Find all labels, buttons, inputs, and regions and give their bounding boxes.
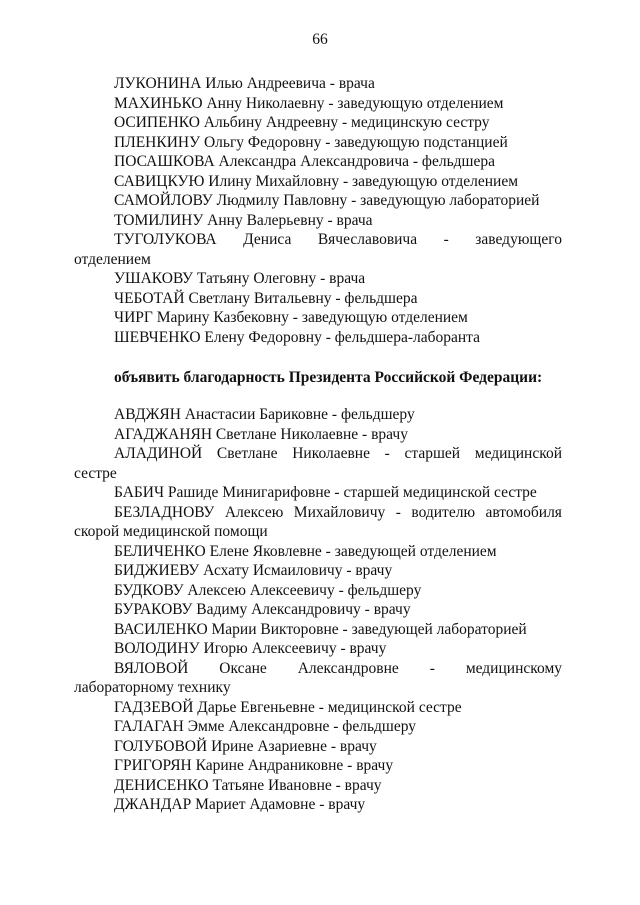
list-item-word: заведующего — [475, 231, 562, 248]
list-item — [74, 230, 562, 269]
list-item — [74, 172, 562, 192]
list-item-word: Дениса — [243, 231, 292, 248]
list-item-line — [74, 503, 562, 523]
list-item — [74, 659, 562, 698]
list-item-line: БАБИЧ Рашиде Минигарифовне - старшей медицинской сестре — [114, 484, 537, 501]
list-item-word: - — [384, 445, 390, 462]
list-item-line: ПОСАШКОВА Александра Александровича - фельдшера — [114, 153, 495, 170]
list-item — [74, 698, 562, 718]
list-item — [74, 561, 562, 581]
list-item-word: ТУГОЛУКОВА — [114, 231, 217, 248]
list-item-line: ЧЕБОТАЙ Светлану Витальевну - фельдшера — [114, 289, 418, 307]
list-item-line: ЛУКОНИНА Илью Андреевича - врача — [114, 75, 375, 92]
list-item-line: ПЛЕНКИНУ Ольгу Федоровну - заведующую подстанцией — [114, 133, 508, 151]
list-item-line: САМОЙЛОВУ Людмилу Павловну - заведующую лабораторией — [114, 192, 540, 209]
list-item-line — [74, 444, 562, 464]
list-item — [74, 717, 562, 737]
list-item-word: ВЯЛОВОЙ — [114, 659, 189, 677]
list-item-word: АЛАДИНОЙ — [114, 445, 203, 462]
list-item-word: автомобиля — [485, 503, 562, 521]
list-item — [74, 425, 562, 445]
list-item-word: старшей — [404, 445, 461, 462]
list-item — [74, 620, 562, 640]
list-item-word: Александровне — [297, 659, 399, 677]
list-item-line: ЧИРГ Марину Казбековну - заведующую отделением — [114, 309, 468, 326]
list-item-line: ГАЛАГАН Эмме Александровне - фельдшеру — [114, 718, 417, 735]
list-item-line: ВАСИЛЕНКО Марии Викторовне - заведующей лабораторией — [114, 620, 527, 638]
list-item — [74, 133, 562, 153]
list-item — [74, 94, 562, 114]
list-item-line: ГОЛУБОВОЙ Ирине Азариевне - врачу — [114, 737, 377, 755]
list-item — [74, 600, 562, 620]
list-item-word: - — [429, 659, 435, 677]
list-item-word: Оксане — [219, 659, 267, 677]
list-item — [74, 152, 562, 172]
section-header: объявить благодарность Президента Российской Федерации: — [114, 369, 543, 386]
list-item — [74, 737, 562, 757]
list-item-word: Вячеславовича — [317, 231, 418, 248]
list-item-line: ОСИПЕНКО Альбину Андреевну - медицинскую сестру — [114, 114, 490, 131]
list-item-word: медицинскому — [465, 659, 562, 677]
list-item-word: Алексею — [224, 503, 284, 521]
list-item — [74, 308, 562, 328]
list-item-line — [74, 230, 562, 250]
list-item-word: - — [395, 503, 401, 521]
list-item-continuation: сестре — [74, 464, 117, 482]
page-number: 66 — [312, 31, 328, 48]
list-item-continuation: скорой медицинской помощи — [74, 523, 268, 540]
list-item-word: БЕЗЛАДНОВУ — [114, 503, 215, 521]
list-item-line: ТОМИЛИНУ Анну Валерьевну - врача — [114, 211, 373, 229]
list-item-word: медицинской — [474, 445, 562, 462]
list-item-line: АГАДЖАНЯН Светлане Николаевне - врачу — [114, 425, 408, 443]
list-item-line: МАХИНЬКО Анну Николаевну - заведующую отделением — [114, 94, 504, 112]
list-item-line: ВОЛОДИНУ Игорю Алексеевичу - врачу — [114, 640, 387, 657]
list-item-line: ДЖАНДАР Мариет Адамовне - врачу — [114, 796, 366, 813]
list-item — [74, 289, 562, 309]
list-item-line: ГАДЗЕВОЙ Дарье Евгеньевне - медицинской сестре — [114, 698, 462, 716]
list-item-line: ШЕВЧЕНКО Елену Федоровну - фельдшера-лаборанта — [114, 328, 480, 346]
list-item-word: Светлане — [216, 445, 278, 462]
list-item-line — [74, 659, 562, 679]
list-item-word: - — [443, 231, 449, 248]
list-item-word: водителю — [411, 503, 476, 521]
list-item-continuation: лабораторному технику — [74, 679, 231, 696]
list-item — [74, 113, 562, 133]
list-item-line: БИДЖИЕВУ Асхату Исмаиловичу - врачу — [114, 562, 393, 579]
list-item — [74, 328, 562, 348]
list-item — [74, 269, 562, 289]
list-item — [74, 639, 562, 659]
list-item — [74, 756, 562, 776]
list-item — [74, 776, 562, 796]
list-item — [74, 444, 562, 483]
list-item-line: ДЕНИСЕНКО Татьяне Ивановне - врачу — [114, 776, 382, 794]
list-item — [74, 795, 562, 815]
list-item — [74, 542, 562, 562]
list-item — [74, 503, 562, 542]
list-item — [74, 191, 562, 211]
list-item — [74, 74, 562, 94]
list-item-line: САВИЦКУЮ Илину Михайловну - заведующую отделением — [114, 172, 519, 190]
list-item-word: Николаевне — [292, 445, 370, 462]
list-item-line: ГРИГОРЯН Карине Андраниковне - врачу — [114, 757, 394, 774]
list-item-word: Михайловичу — [293, 503, 386, 521]
list-item — [74, 405, 562, 425]
list-item — [74, 581, 562, 601]
list-item-line: БУДКОВУ Алексею Алексеевичу - фельдшеру — [114, 581, 422, 599]
list-item-line: АВДЖЯН Анастасии Бариковне - фельдшеру — [114, 406, 415, 423]
list-item — [74, 483, 562, 503]
list-item-line: БУРАКОВУ Вадиму Александровичу - врачу — [114, 601, 411, 618]
list-item — [74, 211, 562, 231]
list-item-line: УШАКОВУ Татьяну Олеговну - врача — [114, 270, 366, 287]
list-item-line: БЕЛИЧЕНКО Елене Яковлевне - заведующей отделением — [114, 542, 497, 560]
list-item-continuation: отделением — [74, 250, 151, 268]
